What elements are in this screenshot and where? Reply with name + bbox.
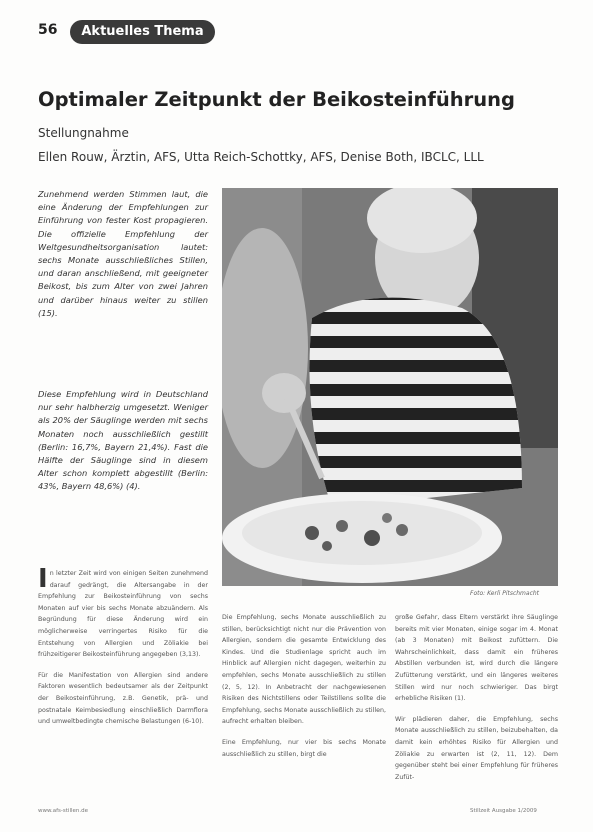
body-column-right xyxy=(395,612,558,792)
child-eating-image xyxy=(222,188,558,586)
photo-caption: Foto: Kerli Pitschmacht xyxy=(470,590,540,597)
article-photo xyxy=(222,188,558,586)
article-authors: Ellen Rouw, Ärztin, AFS, Utta Reich-Schottky, AFS, Denise Both, IBCLC, LLL xyxy=(38,150,484,164)
body-paragraph: Für die Manifestation von Allergien sind andere Faktoren wesentlich bedeutsamer als der Zeitpunkt der Beikosteinführung, z.B. Genetik, prä- und postnatale Keimbesiedlung einschließlich Darmflora und umweltbedingte chemische Belastungen (6-10). xyxy=(38,671,208,726)
body-text: n letzter Zeit wird von einigen Seiten zunehmend darauf gedrängt, die Altersangabe in der Empfehlung zur Beikosteinführung von sechs Monaten auf vier bis sechs Monate abzuändern. Als Begründung für diese Änderung wird ein möglicherweise verringertes Risiko für die Entstehung von Allergien und Zöliakie bei frühzeitigerer Beikosteinführung angegeben (3,13). xyxy=(38,570,208,659)
article-title: Optimaler Zeitpunkt der Beikosteinführung xyxy=(38,88,516,111)
page-number: 56 xyxy=(38,22,58,38)
footer-issue: Stillzeit Ausgabe 1/2009 xyxy=(470,808,537,814)
footer-website: www.afs-stillen.de xyxy=(38,808,88,814)
drop-cap: I xyxy=(38,564,48,594)
body-paragraph: große Gefahr, dass Eltern verstärkt ihre Säuglinge bereits mit vier Monaten, einige sogar im 4. Monat (ab 3 Monaten) mit Beikost zufüttern. Die Wahrscheinlichkeit, dass damit ein früheres Abstillen verbunden ist, wird durch die längere Zufütterung verstärkt, und ein längeres weiteres Stillen wird nur noch schwieriger. Das birgt erhebliche Risiken (1). xyxy=(395,614,558,703)
intro-paragraph-2: Diese Empfehlung wird in Deutschland nur sehr halbherzig umgesetzt. Weniger als 20% der Säuglinge werden mit sechs Monaten noch ausschließlich gestillt (Berlin: 16,7%, Bayern 21,4%). Fast die Hälfte der Säuglinge sind in diesem Alter schon komplett abgestillt (Berlin: 43%, Bayern 48,6%) (4). xyxy=(38,389,208,492)
body-column-middle xyxy=(222,612,386,769)
intro-paragraph-1: Zunehmend werden Stimmen laut, die eine Änderung der Empfehlungen zur Einführung von fester Kost propagieren. Die offizielle Empfehlung der Weltgesundheitsorganisation lautet: sechs Monate ausschließliches Stillen, und daran anschließend, mit geeigneter Beikost, bis zum Alter von zwei Jahren und darüber hinaus weiter zu stillen (15). xyxy=(38,189,208,318)
body-paragraph: Die Empfehlung, sechs Monate ausschließlich zu stillen, berücksichtigt nicht nur die Prävention von Allergien, sondern die gesamte Entwicklung des Kindes. Und die Studienlage spricht auch im Hinblick auf Allergien nicht dagegen, weiterhin zu empfehlen, sechs Monate ausschließlich zu stillen (2, 5, 12). In Anbetracht der nachgewiesenen Risiken des Nichtstillens oder Teilstillens sollte die Empfehlung, sechs Monate ausschließlich zu stillen, aufrecht erhalten bleiben. xyxy=(222,614,386,726)
body-paragraph: Eine Empfehlung, nur vier bis sechs Monate ausschließlich zu stillen, birgt die xyxy=(222,738,386,758)
article-subtitle: Stellungnahme xyxy=(38,126,129,140)
body-paragraph xyxy=(38,564,208,661)
body-paragraph: Wir plädieren daher, die Empfehlung, sechs Monate ausschließlich zu stillen, beizubehalten, da damit kein erhöhtes Risiko für Allergien und Zöliakie zu erwarten ist (2, 11, 12). Dem gegenüber steht bei einer Empfehlung für früheres Zufüt- xyxy=(395,715,558,781)
body-column-left xyxy=(38,564,208,737)
section-badge: Aktuelles Thema xyxy=(70,20,215,44)
